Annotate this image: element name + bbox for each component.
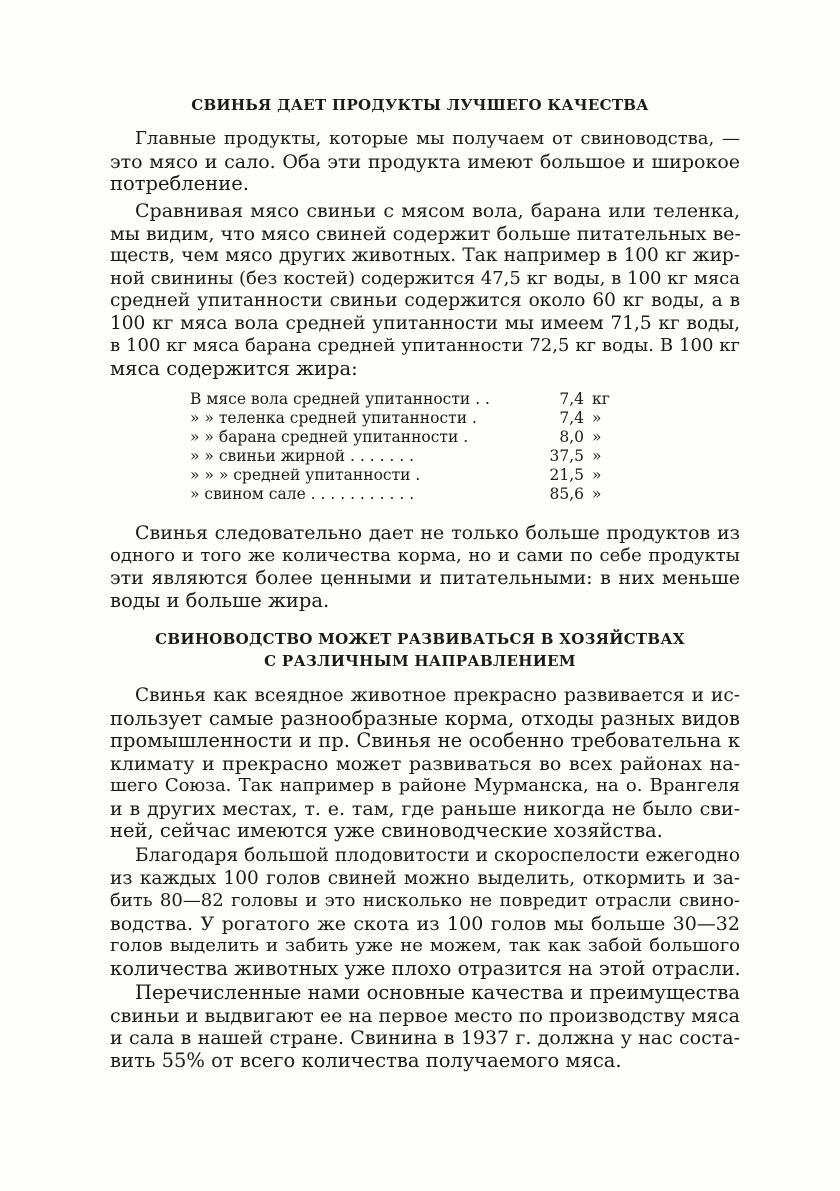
text-line: шего Союза. Так например в районе Мурманска, на о. Врангеля: [110, 775, 740, 796]
text-line: эти являются более ценными и питательными: в них меньше: [110, 567, 740, 589]
fat-unit: »: [592, 485, 602, 503]
paragraph-1: [110, 128, 740, 196]
fat-label: » » теленка средней упитанности .: [190, 409, 477, 427]
text-line: водства. У рогатого же скота из 100 голов мы больше 30—32: [110, 912, 740, 935]
text-line: климату и прекрасно может развиваться во всех районах на-: [110, 752, 740, 775]
text-line: пользует самые разнообразные корма, отходы разных видов: [110, 706, 740, 730]
paragraph-6: [110, 982, 740, 1072]
section-heading-2: [0, 628, 840, 672]
text-line: в 100 кг мяса барана средней упитанности 72,5 кг воды. В 100 кг: [110, 335, 740, 356]
paragraph-4: [110, 685, 740, 843]
text-line: мы видим, что мясо свиней содержит больше питательных ве-: [110, 222, 741, 245]
text-line: вить 55% от всего количества получаемого мяса.: [110, 1048, 622, 1072]
text-line: Свинья следовательно дает не только больше продуктов из: [135, 522, 740, 544]
text-line: количества животных уже плохо отразится на этой отрасли.: [110, 956, 741, 980]
fat-unit: кг: [592, 390, 610, 408]
section-heading-1: СВИНЬЯ ДАЕТ ПРОДУКТЫ ЛУЧШЕГО КАЧЕСТВА: [191, 96, 649, 114]
text-line: мяса содержится жира:: [110, 356, 358, 380]
table-row: [190, 485, 630, 504]
fat-label: » свином сале . . . . . . . . . . .: [190, 485, 415, 503]
table-row: [190, 409, 630, 428]
text-line: свиньи и выдвигают ее на первое место по производству мяса: [110, 1004, 740, 1027]
fat-value: 8,0: [559, 428, 585, 446]
heading-line: С РАЗЛИЧНЫМ НАПРАВЛЕНИЕМ: [264, 652, 576, 670]
text-line: и в других местах, т. е. там, где раньше никогда не было сви-: [110, 797, 740, 820]
table-row: [190, 447, 630, 466]
text-line: Перечисленные нами основные качества и преимущества: [135, 981, 740, 1004]
text-line: средней упитанности свиньи содержится около 60 кг воды, а в: [110, 290, 740, 311]
fat-value: 7,4: [559, 409, 585, 427]
fat-unit: »: [592, 447, 602, 465]
table-row: [190, 390, 630, 409]
fat-label: » » » средней упитанности .: [190, 466, 421, 484]
fat-unit: »: [592, 466, 602, 484]
fat-value: 7,4: [559, 390, 585, 408]
fat-label: » » свиньи жирной . . . . . . .: [190, 447, 415, 465]
text-line: ней, сейчас имеются уже свиноводческие хозяйства.: [110, 819, 663, 842]
fat-label: В мясе вола средней упитанности . .: [190, 390, 490, 408]
text-line: бить 80—82 головы и это нисколько не повредит отрасли свино-: [110, 890, 740, 911]
text-line: ной свинины (без костей) содержится 47,5 кг воды, в 100 кг мяса: [110, 267, 740, 289]
fat-label: » » барана средней упитанности .: [190, 428, 469, 446]
text-line: это мясо и сало. Оба эти продукта имеют большое и широкое: [110, 150, 740, 173]
paragraph-3: [110, 522, 740, 612]
table-row: [190, 466, 630, 485]
text-line: голов выделить и забить уже не можем, так как забой большого: [110, 935, 740, 956]
text-line: Благодаря большой плодовитости и скороспелости ежегодно: [135, 845, 740, 866]
paragraph-2: [110, 200, 740, 380]
table-row: [190, 428, 630, 447]
text-line: из каждых 100 голов свиней можно выделить, откормить и за-: [110, 867, 740, 889]
text-line: промышленности и пр. Свинья не особенно требовательна к: [110, 729, 740, 752]
text-line: ществ, чем мясо других животных. Так например в 100 кг жир-: [110, 245, 740, 266]
text-line: и сала в нашей стране. Свинина в 1937 г. должна у нас соста-: [110, 1027, 740, 1049]
text-line: воды и больше жира.: [110, 588, 330, 612]
fat-value: 85,6: [549, 485, 585, 503]
text-line: 100 кг мяса вола средней упитанности мы имеем 71,5 кг воды,: [110, 312, 740, 334]
fat-unit: »: [592, 428, 602, 446]
text-line: Сравнивая мясо свиньи с мясом вола, барана или теленка,: [135, 200, 740, 222]
paragraph-5: [110, 845, 740, 980]
heading-line: СВИНОВОДСТВО МОЖЕТ РАЗВИВАТЬСЯ В ХОЗЯЙСТВАХ: [155, 630, 685, 648]
fat-unit: »: [592, 409, 602, 427]
text-line: потребление.: [110, 172, 249, 195]
text-line: Главные продукты, которые мы получаем от свиноводства, —: [135, 128, 740, 149]
fat-value: 21,5: [549, 466, 585, 484]
text-line: Свинья как всеядное животное прекрасно развивается и ис-: [135, 685, 740, 706]
fat-content-table: [190, 390, 630, 504]
text-line: одного и того же количества корма, но и сами по себе продукты: [110, 544, 740, 566]
fat-value: 37,5: [549, 447, 585, 465]
